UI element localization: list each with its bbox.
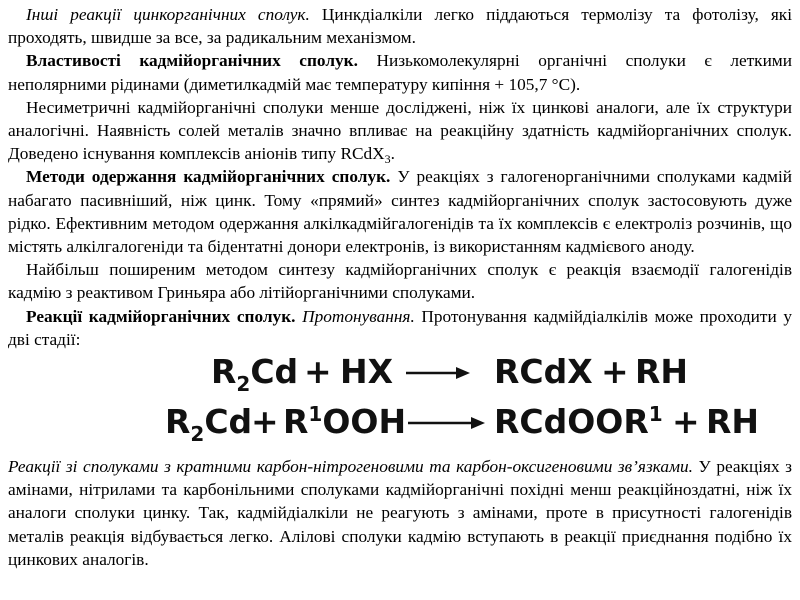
eq2-plus-2: + (672, 402, 700, 442)
paragraph-cadmium-reactions (8, 305, 792, 351)
eq2-byproduct-rh: RH (706, 402, 760, 442)
eq1-byproduct-rh: RH (635, 352, 689, 392)
equation-protonation-hydroperoxide (165, 402, 759, 446)
eq1-reagent-hx: HX (340, 352, 394, 392)
eq1-arrow-icon (456, 367, 470, 379)
paragraph-text: У реакціях з амінами, нітрилами та карбонільними сполуками кадмійорганічні похідні менш реакційноздатні, ніж їх аналоги сполуки цинку. Так, кадмійдіалкіли не реагують з амінами, проте в присутності галогенідів металів реакція відбувається легко. Алілові сполуки кадмію вступають в реакції приєднання подібно їх цинкових аналогів. (8, 457, 792, 569)
eq1-reactant-r2cd: R2Cd (211, 352, 299, 397)
paragraph-text: Низькомолекулярні органічні сполуки є леткими неполярними рідинами (диметилкадмій має температуру кипіння + 105,7 °С). (8, 51, 792, 94)
formula-subscript: 3 (384, 152, 391, 167)
paragraph-end: . (390, 144, 395, 164)
section-heading-cadmium-reactions: Реакції кадмійорганічних сполук. (26, 306, 296, 326)
paragraph-grignard-synthesis (8, 258, 792, 304)
eq2-reactant-r2cd: R2Cd (165, 402, 253, 447)
paragraph-other-zinc-reactions (8, 3, 792, 49)
section-heading-other-zinc-reactions: Інші реакції цинкорганічних сполук. (26, 5, 310, 24)
reaction-equations (8, 351, 792, 455)
reaction-equations-figure (8, 351, 792, 455)
eq1-plus: + (304, 352, 332, 392)
section-heading-cadmium-properties: Властивості кадмійорганічних сполук. (26, 51, 358, 71)
eq2-arrow-icon (471, 417, 485, 429)
paragraph-text: Найбільш поширеним методом синтезу кадмійорганічних сполук є реакція взаємодії галогенідів кадмію з реактивом Гриньяра або літійорганічними сполуками. (8, 260, 792, 303)
paragraph-text: Цинкдіалкіли легко піддаються термолізу та фотолізу, які проходять, швидше за все, за радикальним механізмом. (8, 5, 792, 48)
section-heading-multiple-bond-reactions: Реакції зі сполуками з кратними карбон-нітрогеновими та карбон-оксигеновими зв’язками. (8, 457, 693, 477)
eq2-product-rcdoor1: RCdOOR1 (494, 402, 663, 442)
paragraph-asymmetric-compounds (8, 96, 792, 166)
paragraph-text: Несиметричні кадмійорганічні сполуки менше досліджені, ніж їх цинкові аналоги, але їх структури аналогічні. Наявність солей металів значно впливає на реакційну здатність кадмійорганічних сполук. Доведено існування комплексів аніонів типу RCdX (8, 97, 792, 164)
document-page (8, 3, 792, 571)
eq2-reagent-r1ooh: R1OOH (283, 402, 407, 442)
eq2-plus: + (251, 402, 279, 442)
equation-protonation-hx (211, 352, 688, 396)
paragraph-preparation-methods (8, 165, 792, 258)
eq1-product-rcdx: RCdX (494, 352, 593, 392)
paragraph-text: Протонування кадмійдіалкілів може проходити у дві стадії: (8, 306, 792, 349)
paragraph-cadmium-properties (8, 49, 792, 95)
paragraph-text: У реакціях з галогенорганічними сполуками кадмій набагато пасивніший, ніж цинк. Тому «прямий» синтез кадмійорганічних сполук застосовують дуже рідко. Ефективним методом одержання алкілкадмійгалогенідів та їх комплексів є електроліз розчинів, що містять алкілгалогеніди та бідентатні донори електронів, із використанням кадмієвого аноду. (8, 167, 792, 257)
eq1-plus-2: + (601, 352, 629, 392)
section-heading-preparation-methods: Методи одержання кадмійорганічних сполук. (26, 167, 391, 187)
subsection-protonation: Протонування. (295, 306, 415, 326)
paragraph-multiple-bond-reactions (8, 455, 792, 571)
